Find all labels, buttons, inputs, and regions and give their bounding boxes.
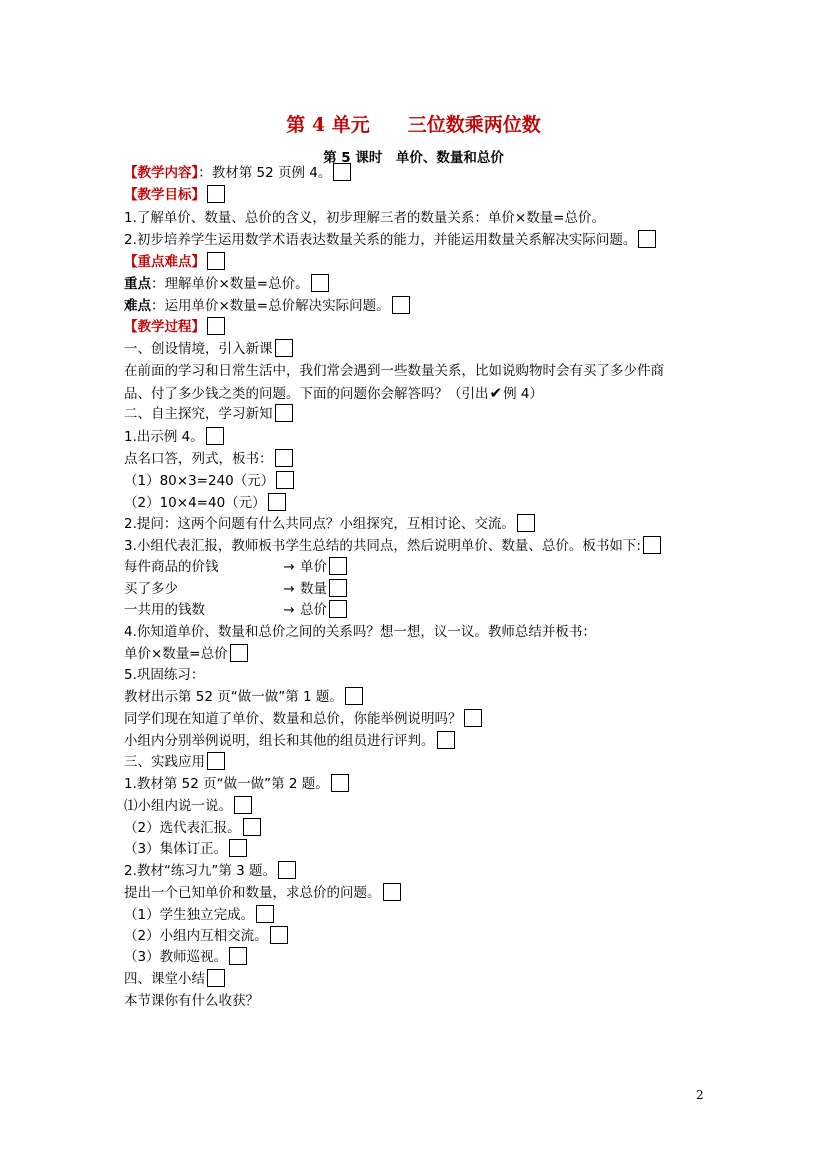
item-3-2 bbox=[124, 862, 296, 884]
checkbox[interactable] bbox=[207, 969, 225, 987]
item-text: ⑴小组内说一说。 bbox=[124, 798, 232, 814]
item-3-1c bbox=[124, 840, 247, 862]
key-label: 【重点难点】 bbox=[124, 254, 205, 270]
checkbox[interactable] bbox=[243, 818, 261, 836]
checkbox[interactable] bbox=[331, 774, 349, 792]
page-title: 第 4 单元 三位数乘两位数 bbox=[286, 114, 541, 136]
item-3-2d bbox=[124, 948, 247, 970]
formula-text: 单价×数量=总价 bbox=[124, 646, 228, 662]
goal-1 bbox=[124, 209, 605, 231]
checkbox[interactable] bbox=[643, 536, 661, 554]
content-text: ：教材第 52 页例 4。 bbox=[198, 165, 332, 181]
item-3-1 bbox=[124, 775, 349, 797]
content-label: 【教学内容】 bbox=[124, 165, 199, 181]
key-point-line bbox=[124, 275, 329, 297]
item-text: 2.提问：这两个问题有什么共同点？小组探究，互相讨论、交流。 bbox=[124, 516, 515, 532]
checkbox[interactable] bbox=[638, 230, 656, 248]
paragraph-text: 在前面的学习和日常生活中，我们常会遇到一些数量关系，比如说购物时会有买了多少件商 bbox=[124, 363, 664, 379]
item-text: （1）学生独立完成。 bbox=[124, 907, 255, 923]
checkbox[interactable] bbox=[270, 926, 288, 944]
item-text: 1.教材第 52 页“做一做”第 2 题。 bbox=[124, 776, 329, 792]
paragraph-text: 例 4） bbox=[503, 386, 543, 402]
section-1-paragraph-1 bbox=[124, 362, 664, 384]
section-2-heading bbox=[124, 405, 293, 427]
item-text: 4.你知道单价、数量和总价之间的关系吗？想一想，议一议。教师总结并板书： bbox=[124, 624, 596, 640]
checkbox[interactable] bbox=[392, 296, 410, 314]
item-3-2a bbox=[124, 884, 401, 906]
key-point-label: 重点 bbox=[124, 276, 151, 292]
item-2-1 bbox=[124, 428, 224, 450]
checkbox[interactable] bbox=[276, 471, 294, 489]
mapping-row bbox=[124, 558, 347, 580]
section-3-heading bbox=[124, 753, 225, 775]
goal-2 bbox=[124, 231, 656, 253]
check-mark-icon: ✔ bbox=[489, 384, 503, 402]
goal-2-text: 2.初步培养学生运用数学术语表达数量关系的能力，并能运用数量关系解决实际问题。 bbox=[124, 232, 637, 248]
item-2-1a bbox=[124, 450, 293, 472]
item-text: （2）选代表汇报。 bbox=[124, 820, 241, 836]
item-text: 教材出示第 52 页“做一做”第 1 题。 bbox=[124, 689, 343, 705]
item-2-1b bbox=[124, 472, 294, 494]
mapping-row bbox=[124, 601, 347, 623]
item-text: （3）教师巡视。 bbox=[124, 949, 228, 965]
item-3-1a bbox=[124, 797, 252, 819]
item-text: （2）小组内互相交流。 bbox=[124, 928, 268, 944]
item-2-4 bbox=[124, 623, 596, 645]
item-text: 本节课你有什么收获？ bbox=[124, 993, 259, 1009]
checkbox[interactable] bbox=[437, 731, 455, 749]
section-1-heading-text: 一、创设情境，引入新课 bbox=[124, 341, 273, 357]
checkbox[interactable] bbox=[275, 449, 293, 467]
item-3-2b bbox=[124, 906, 274, 928]
checkbox[interactable] bbox=[207, 317, 225, 335]
item-text: 同学们现在知道了单价、数量和总价，你能举例说明吗？ bbox=[124, 711, 462, 727]
section-2-heading-text: 二、自主探究，学习新知 bbox=[124, 406, 273, 422]
item-2-4a bbox=[124, 645, 248, 667]
paragraph-text: 品、付了多少钱之类的问题。下面的问题你会解答吗？（引出 bbox=[124, 386, 489, 402]
checkbox[interactable] bbox=[329, 600, 347, 618]
checkbox[interactable] bbox=[229, 839, 247, 857]
checkbox[interactable] bbox=[278, 861, 296, 879]
mapping-left: 每件商品的价钱 bbox=[124, 559, 219, 575]
checkbox[interactable] bbox=[329, 557, 347, 575]
checkbox[interactable] bbox=[517, 514, 535, 532]
item-text: （2）10×4=40（元） bbox=[124, 495, 266, 511]
difficulty-line bbox=[124, 297, 410, 319]
section-3-heading-text: 三、实践应用 bbox=[124, 754, 205, 770]
process-label: 【教学过程】 bbox=[124, 319, 205, 335]
summary-question bbox=[124, 992, 259, 1014]
checkbox[interactable] bbox=[206, 427, 224, 445]
item-text: 小组内分别举例说明，组长和其他的组员进行评判。 bbox=[124, 733, 435, 749]
checkbox[interactable] bbox=[329, 579, 347, 597]
section-4-heading bbox=[124, 970, 225, 992]
item-text: 3.小组代表汇报，教师板书学生总结的共同点，然后说明单价、数量、总价。板书如下: bbox=[124, 538, 641, 554]
key-heading bbox=[124, 253, 225, 275]
section-4-heading-text: 四、课堂小结 bbox=[124, 971, 205, 987]
item-text: （3）集体订正。 bbox=[124, 841, 228, 857]
item-text: （1）80×3=240（元） bbox=[124, 473, 275, 489]
checkbox[interactable] bbox=[333, 163, 351, 181]
mapping-right: 总价 bbox=[300, 602, 327, 618]
item-2-5a bbox=[124, 688, 363, 710]
checkbox[interactable] bbox=[275, 404, 293, 422]
goals-label: 【教学目标】 bbox=[124, 187, 205, 203]
checkbox[interactable] bbox=[207, 752, 225, 770]
mapping-row bbox=[124, 580, 347, 602]
checkbox[interactable] bbox=[268, 493, 286, 511]
checkbox[interactable] bbox=[383, 883, 401, 901]
item-text: 1.出示例 4。 bbox=[124, 429, 204, 445]
checkbox[interactable] bbox=[234, 796, 252, 814]
section-1-paragraph-2 bbox=[124, 384, 543, 406]
item-text: 2.教材“练习九”第 3 题。 bbox=[124, 863, 277, 879]
mapping-right: 单价 bbox=[300, 559, 327, 575]
mapping-right: 数量 bbox=[300, 581, 327, 597]
checkbox[interactable] bbox=[207, 252, 225, 270]
item-2-3 bbox=[124, 537, 661, 559]
item-2-5c bbox=[124, 732, 455, 754]
goal-1-text: 1.了解单价、数量、总价的含义，初步理解三者的数量关系：单价×数量=总价。 bbox=[124, 210, 606, 226]
goals-heading bbox=[124, 186, 225, 208]
checkbox[interactable] bbox=[230, 644, 248, 662]
checkbox[interactable] bbox=[256, 905, 274, 923]
item-text: 5.巩固练习： bbox=[124, 667, 205, 683]
item-2-5b bbox=[124, 710, 482, 732]
checkbox[interactable] bbox=[345, 687, 363, 705]
process-heading bbox=[124, 318, 225, 340]
mapping-left: 买了多少 bbox=[124, 581, 178, 597]
checkbox[interactable] bbox=[229, 947, 247, 965]
item-2-1c bbox=[124, 494, 286, 516]
right-arrow-icon: → bbox=[283, 559, 295, 575]
item-text: 点名口答，列式，板书： bbox=[124, 451, 273, 467]
right-arrow-icon: → bbox=[283, 581, 295, 597]
checkbox[interactable] bbox=[275, 339, 293, 357]
item-3-1b bbox=[124, 819, 261, 841]
key-point-text: ：理解单价×数量=总价。 bbox=[151, 276, 309, 292]
item-2-5 bbox=[124, 666, 204, 688]
item-2-2 bbox=[124, 515, 535, 537]
checkbox[interactable] bbox=[464, 709, 482, 727]
checkbox[interactable] bbox=[207, 185, 225, 203]
difficulty-label: 难点 bbox=[124, 298, 151, 314]
content-line bbox=[124, 164, 351, 186]
section-1-heading bbox=[124, 340, 293, 362]
item-3-2c bbox=[124, 927, 288, 949]
item-text: 提出一个已知单价和数量，求总价的问题。 bbox=[124, 885, 381, 901]
lesson-subtitle: 第 5 课时 单价、数量和总价 bbox=[323, 150, 504, 166]
page-number: 2 bbox=[696, 1088, 704, 1102]
difficulty-text: ：运用单价×数量=总价解决实际问题。 bbox=[151, 298, 390, 314]
mapping-left: 一共用的钱数 bbox=[124, 602, 205, 618]
checkbox[interactable] bbox=[311, 274, 329, 292]
right-arrow-icon: → bbox=[283, 602, 295, 618]
